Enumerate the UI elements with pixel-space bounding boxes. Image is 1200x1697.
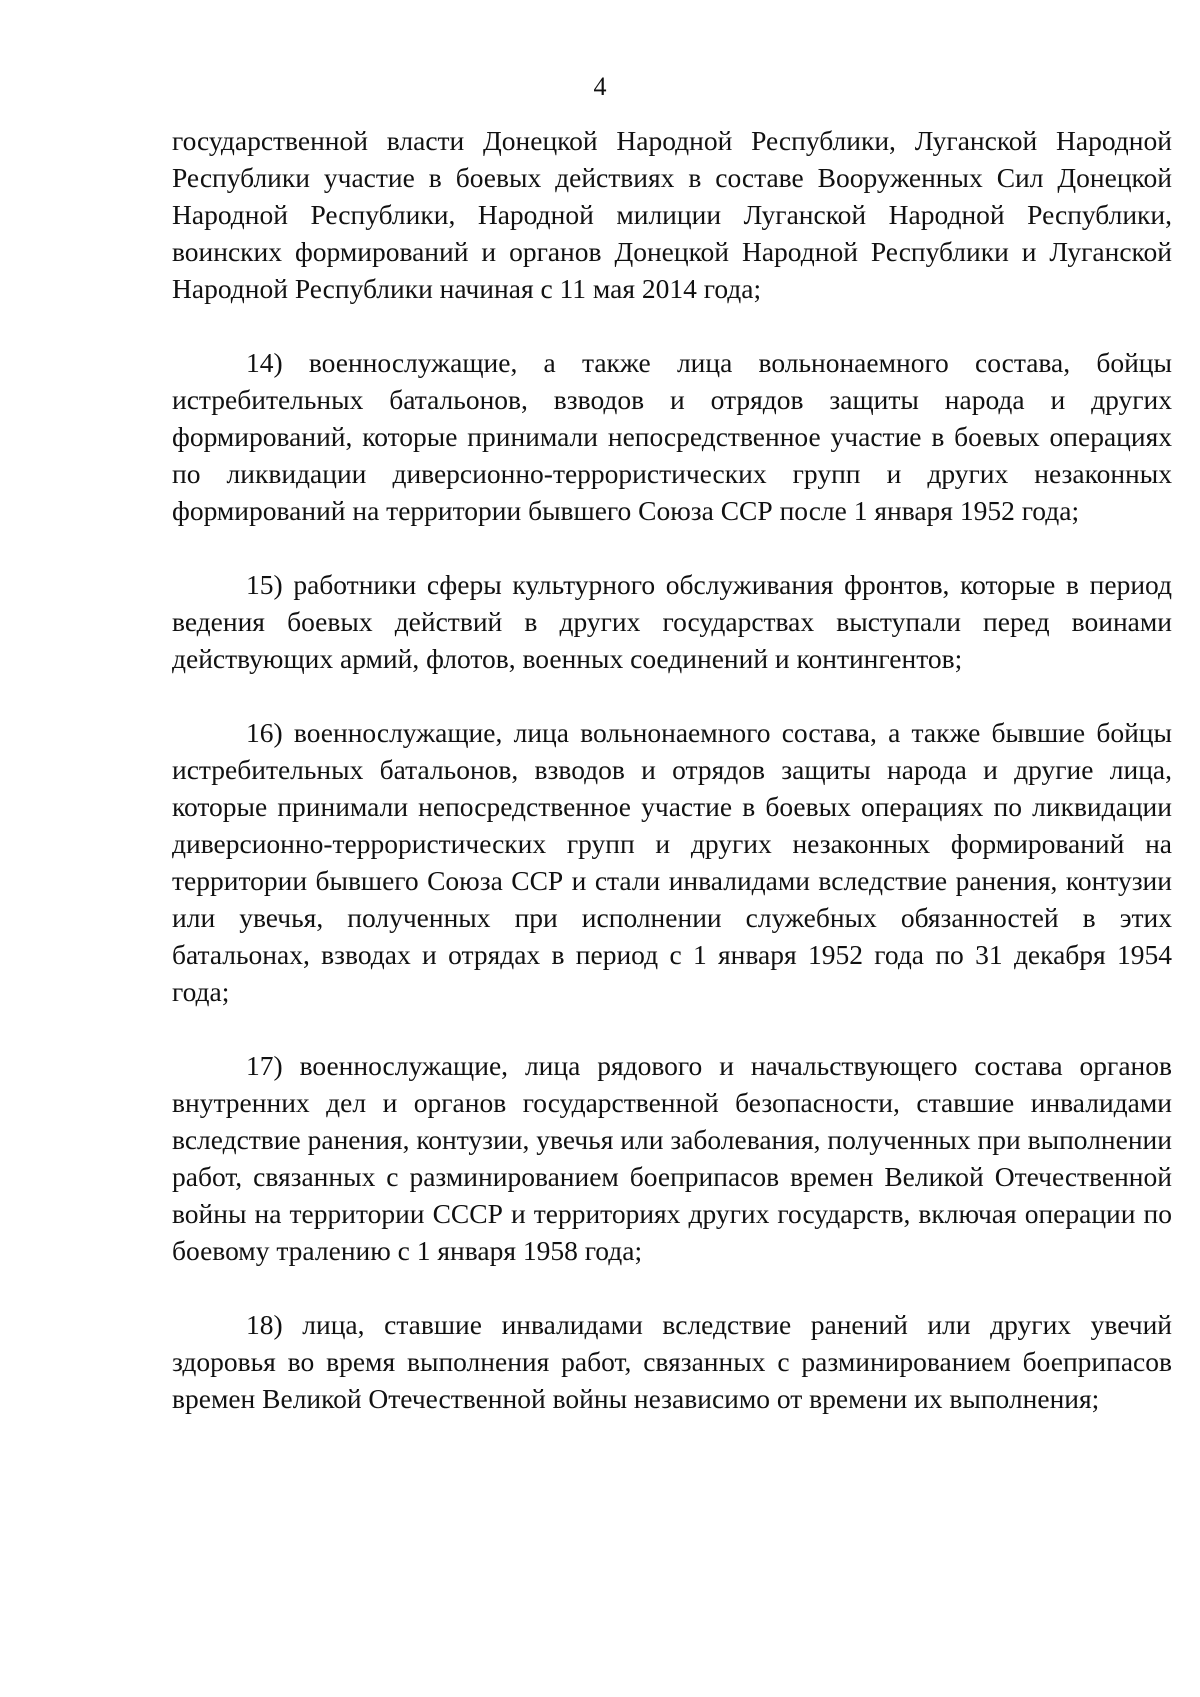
paragraph-item-16: 16) военнослужащие, лица вольнонаемного состава, а также бывшие бойцы истребительных батальонов, взводов и отрядов защиты народа и другие лица, которые принимали непосредственное участие в боевых операциях по ликвидации диверсионно-террористических групп и других незаконных формирований на территории бывшего Союза ССР и стали инвалидами вследствие ранения, контузии или увечья, полученных при исполнении служебных обязанностей в этих батальонах, взводах и отрядах в период с 1 января 1952 года по 31 декабря 1954 года;	[172, 717, 1172, 1007]
paragraph-continuation: государственной власти Донецкой Народной Республики, Луганской Народной Республики участие в боевых действиях в составе Вооруженных Сил Донецкой Народной Республики, Народной милиции Луганской Народной Республики, воинских формирований и органов Донецкой Народной Республики и Луганской Народной Республики начиная с 11 мая 2014 года;	[172, 125, 1172, 304]
paragraph-item-15: 15) работники сферы культурного обслуживания фронтов, которые в период ведения боевых действий в других государствах выступали перед воинами действующих армий, флотов, военных соединений и контингентов;	[172, 569, 1172, 674]
page-number: 4	[593, 72, 607, 101]
paragraph-item-14: 14) военнослужащие, а также лица вольнонаемного состава, бойцы истребительных батальонов, взводов и отрядов защиты народа и других формирований, которые принимали непосредственное участие в боевых операциях по ликвидации диверсионно-террористических групп и других незаконных формирований на территории бывшего Союза ССР после 1 января 1952 года;	[172, 347, 1172, 526]
paragraph-item-18: 18) лица, ставшие инвалидами вследствие ранений или других увечий здоровья во время выполнения работ, связанных с разминированием боеприпасов времен Великой Отечественной войны независимо от времени их выполнения;	[172, 1309, 1172, 1414]
document-body	[172, 122, 1172, 1417]
paragraph-item-17: 17) военнослужащие, лица рядового и начальствующего состава органов внутренних дел и органов государственной безопасности, ставшие инвалидами вследствие ранения, контузии, увечья или заболевания, полученных при выполнении работ, связанных с разминированием боеприпасов времен Великой Отечественной войны на территории СССР и территориях других государств, включая операции по боевому тралению с 1 января 1958 года;	[172, 1050, 1172, 1266]
